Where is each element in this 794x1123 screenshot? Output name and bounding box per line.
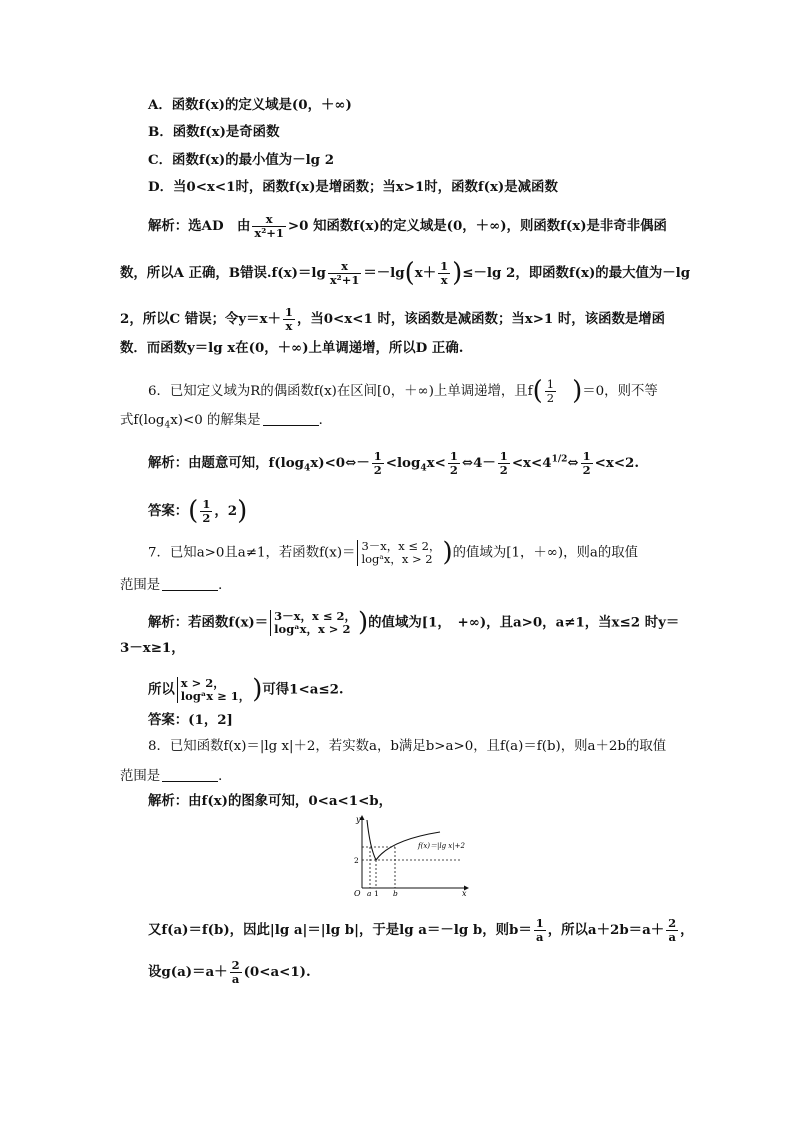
y-label: y xyxy=(356,815,361,824)
q7-line-1: 7．已知a>0且a≠1，若函数f(x)＝ 3－x，x ≤ 2， logᵃx，x > 2 )的值域为[1，＋∞)，则a的取值 xyxy=(148,537,639,568)
q5-solution-line-3: 2，所以C 错误；令y＝x＋ $\frac{1}{x}$ ，当0<x<1 时，该函数是减函数；当x>1 时，该函数是增函 xyxy=(120,305,666,333)
answer-blank xyxy=(162,590,218,591)
curve xyxy=(367,820,440,860)
option-c: C．函数f(x)的最小值为－lg 2 xyxy=(148,152,335,168)
q5-solution-line-2: 数，所以A 正确，B错误.f(x)＝lg $\frac{x}{\text{x²+1}}$ ＝－lg(x＋ $\frac{1}{x}$ )≤－lg 2，即函数f(x)的最大值为－lg xyxy=(120,258,691,288)
b-label: b xyxy=(393,889,398,898)
q6-line-2: 式$f(\log_4x)<0$ 的解集是 ． xyxy=(120,413,332,431)
a-label: a xyxy=(367,889,372,898)
q5-solution-line-1: 解析：选AD 由 $\frac{x}{\text{x²+1}}$ >0 知函数f(x)的定义域是(0，＋∞)，则函数f(x)是非奇非偶函 xyxy=(148,212,667,240)
origin-label: O xyxy=(354,889,361,898)
q7-solution-line-1: 解析：若函数f(x)＝ 3－x，x ≤ 2， logᵃx，x > 2 )的值域为[1， +∞)，且a>0，a≠1，当x≤2 时y＝ xyxy=(148,607,680,638)
q8-line-1: 8．已知函数f(x)＝|lg x|＋2，若实数a，b满足b>a>0，且f(a)＝f(b)，则a＋2b的取值 xyxy=(148,739,667,754)
option-b: B．函数f(x)是奇函数 xyxy=(148,124,280,140)
q7-answer: 答案：(1，2] xyxy=(148,712,233,728)
q5-solution-line-4: 数．而函数y＝lg x在(0，＋∞)上单调递增，所以D 正确. xyxy=(120,340,464,356)
function-label: f(x)＝|lg x|+2 xyxy=(418,842,465,850)
q7-solution-line-3: 所以 x > 2， logᵃx ≥ 1， )可得1<a≤2. xyxy=(148,674,344,705)
two-label: 2 xyxy=(354,856,359,865)
one-label: 1 xyxy=(374,889,379,898)
x-label: x xyxy=(462,889,467,898)
option-a: A．函数f(x)的定义域是(0，＋∞) xyxy=(148,97,352,113)
q6-solution: 解析：由题意可知，$f(\log_4x)<0\Leftrightarrow-$ $\frac{1}{2}$ $<\log_4x<$ $\frac{1}{2}$ ⇔4－ $\frac{1}{2}$ $<x<4^{1/2}\Leftrightarrow$ $\frac{1}{2}$ <x<2. xyxy=(148,449,640,477)
q8-solution-line-2: 又f(a)＝f(b)，因此|lg a|＝|lg b|，于是lg a＝－lg b，则b＝ $\frac{1}{a}$ ，所以a＋2b＝a＋ $\frac{2}{a}$ ， xyxy=(148,916,694,944)
option-d: D．当0<x<1时，函数f(x)是增函数；当x>1时，函数f(x)是减函数 xyxy=(148,179,558,195)
q8-line-2: 范围是 ． xyxy=(120,769,232,784)
q6-line-1: 6．已知定义域为R的偶函数f(x)在区间[0，＋∞)上单调递增，且f( $\frac{1}{2}$ )＝0，则不等 xyxy=(148,376,658,406)
q7-line-2: 范围是 ． xyxy=(120,578,232,593)
function-graph xyxy=(340,810,470,900)
q8-solution-line-1: 解析：由f(x)的图象可知，0<a<1<b， xyxy=(148,793,393,809)
answer-blank xyxy=(263,425,319,426)
q7-solution-line-2: 3－x≥1， xyxy=(120,640,185,656)
answer-blank xyxy=(162,781,218,782)
q8-solution-line-3: 设g(a)＝a＋ $\frac{2}{a}$ (0<a<1). xyxy=(148,958,311,986)
q6-answer: 答案：( $\frac{1}{2}$ ，2) xyxy=(148,496,248,526)
